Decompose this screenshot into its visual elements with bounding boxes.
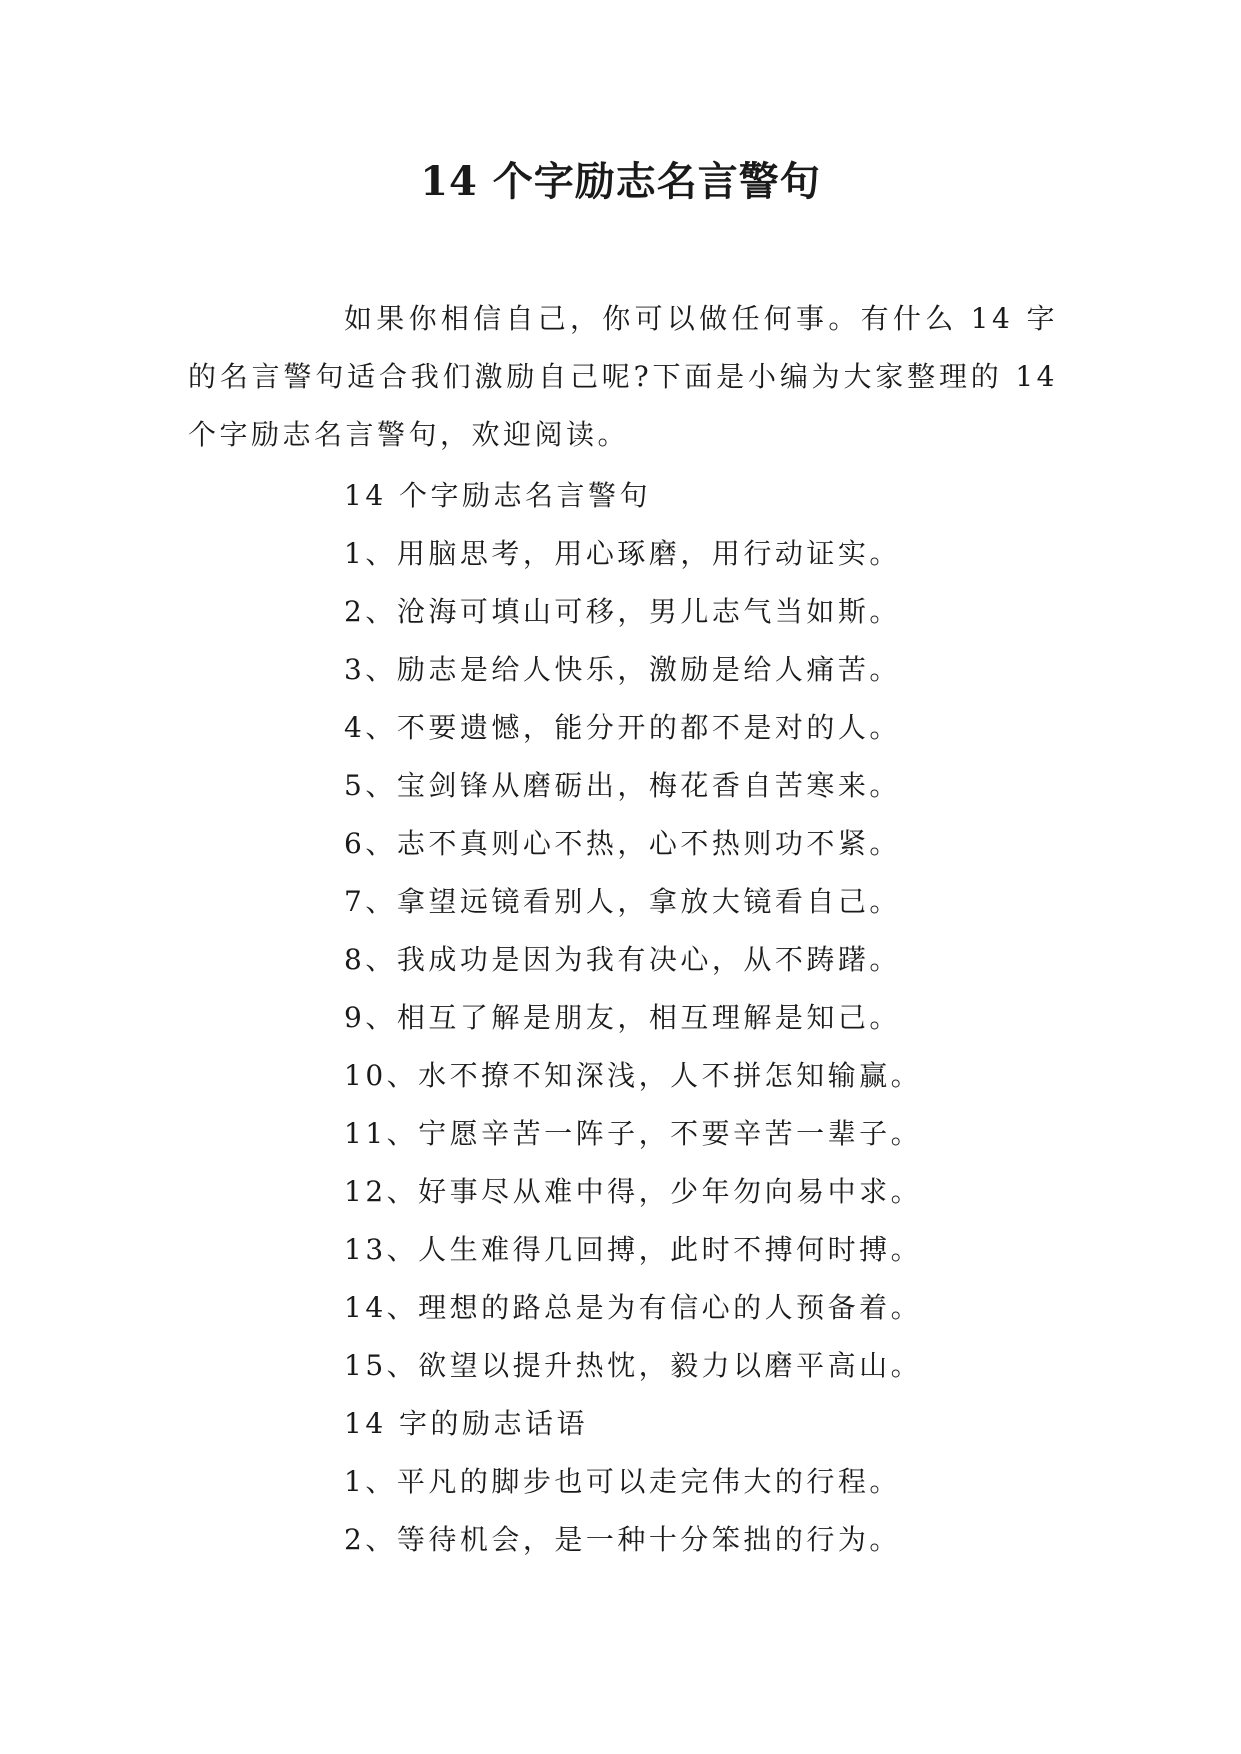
document-title: 14 个字励志名言警句: [420, 158, 821, 205]
section-heading: 14 字的励志话语: [344, 1407, 589, 1440]
quote-line: 2、沧海可填山可移，男儿志气当如斯。: [344, 595, 901, 628]
intro-paragraph: 如果你相信自己，你可以做任何事。有什么 14 字的名言警句适合我们激励自己呢?下面是小编为大家整理的 14 个字励志名言警句，欢迎阅读。: [188, 302, 1058, 451]
quote-line: 12、好事尽从难中得，少年勿向易中求。: [344, 1175, 923, 1208]
quote-line: 1、用脑思考，用心琢磨，用行动证实。: [344, 537, 901, 570]
quote-line: 11、宁愿辛苦一阵子，不要辛苦一辈子。: [344, 1117, 923, 1150]
quote-line: 4、不要遗憾，能分开的都不是对的人。: [344, 711, 901, 744]
quote-line: 6、志不真则心不热，心不热则功不紧。: [344, 827, 901, 860]
quote-line: 3、励志是给人快乐，激励是给人痛苦。: [344, 653, 901, 686]
section-heading: 14 个字励志名言警句: [344, 479, 652, 512]
quote-line: 13、人生难得几回搏，此时不搏何时搏。: [344, 1233, 923, 1266]
quote-line: 15、欲望以提升热忱，毅力以磨平高山。: [344, 1349, 923, 1382]
quote-line: 10、水不撩不知深浅，人不拼怎知输赢。: [344, 1059, 923, 1092]
quote-line: 9、相互了解是朋友，相互理解是知己。: [344, 1001, 901, 1034]
quote-line: 5、宝剑锋从磨砺出，梅花香自苦寒来。: [344, 769, 901, 802]
quote-line: 7、拿望远镜看别人，拿放大镜看自己。: [344, 885, 901, 918]
quote-line: 1、平凡的脚步也可以走完伟大的行程。: [344, 1465, 901, 1498]
quote-line: 2、等待机会，是一种十分笨拙的行为。: [344, 1523, 901, 1556]
quote-list: [344, 467, 1204, 1569]
quote-line: 14、理想的路总是为有信心的人预备着。: [344, 1291, 923, 1324]
quote-line: 8、我成功是因为我有决心，从不踌躇。: [344, 943, 901, 976]
